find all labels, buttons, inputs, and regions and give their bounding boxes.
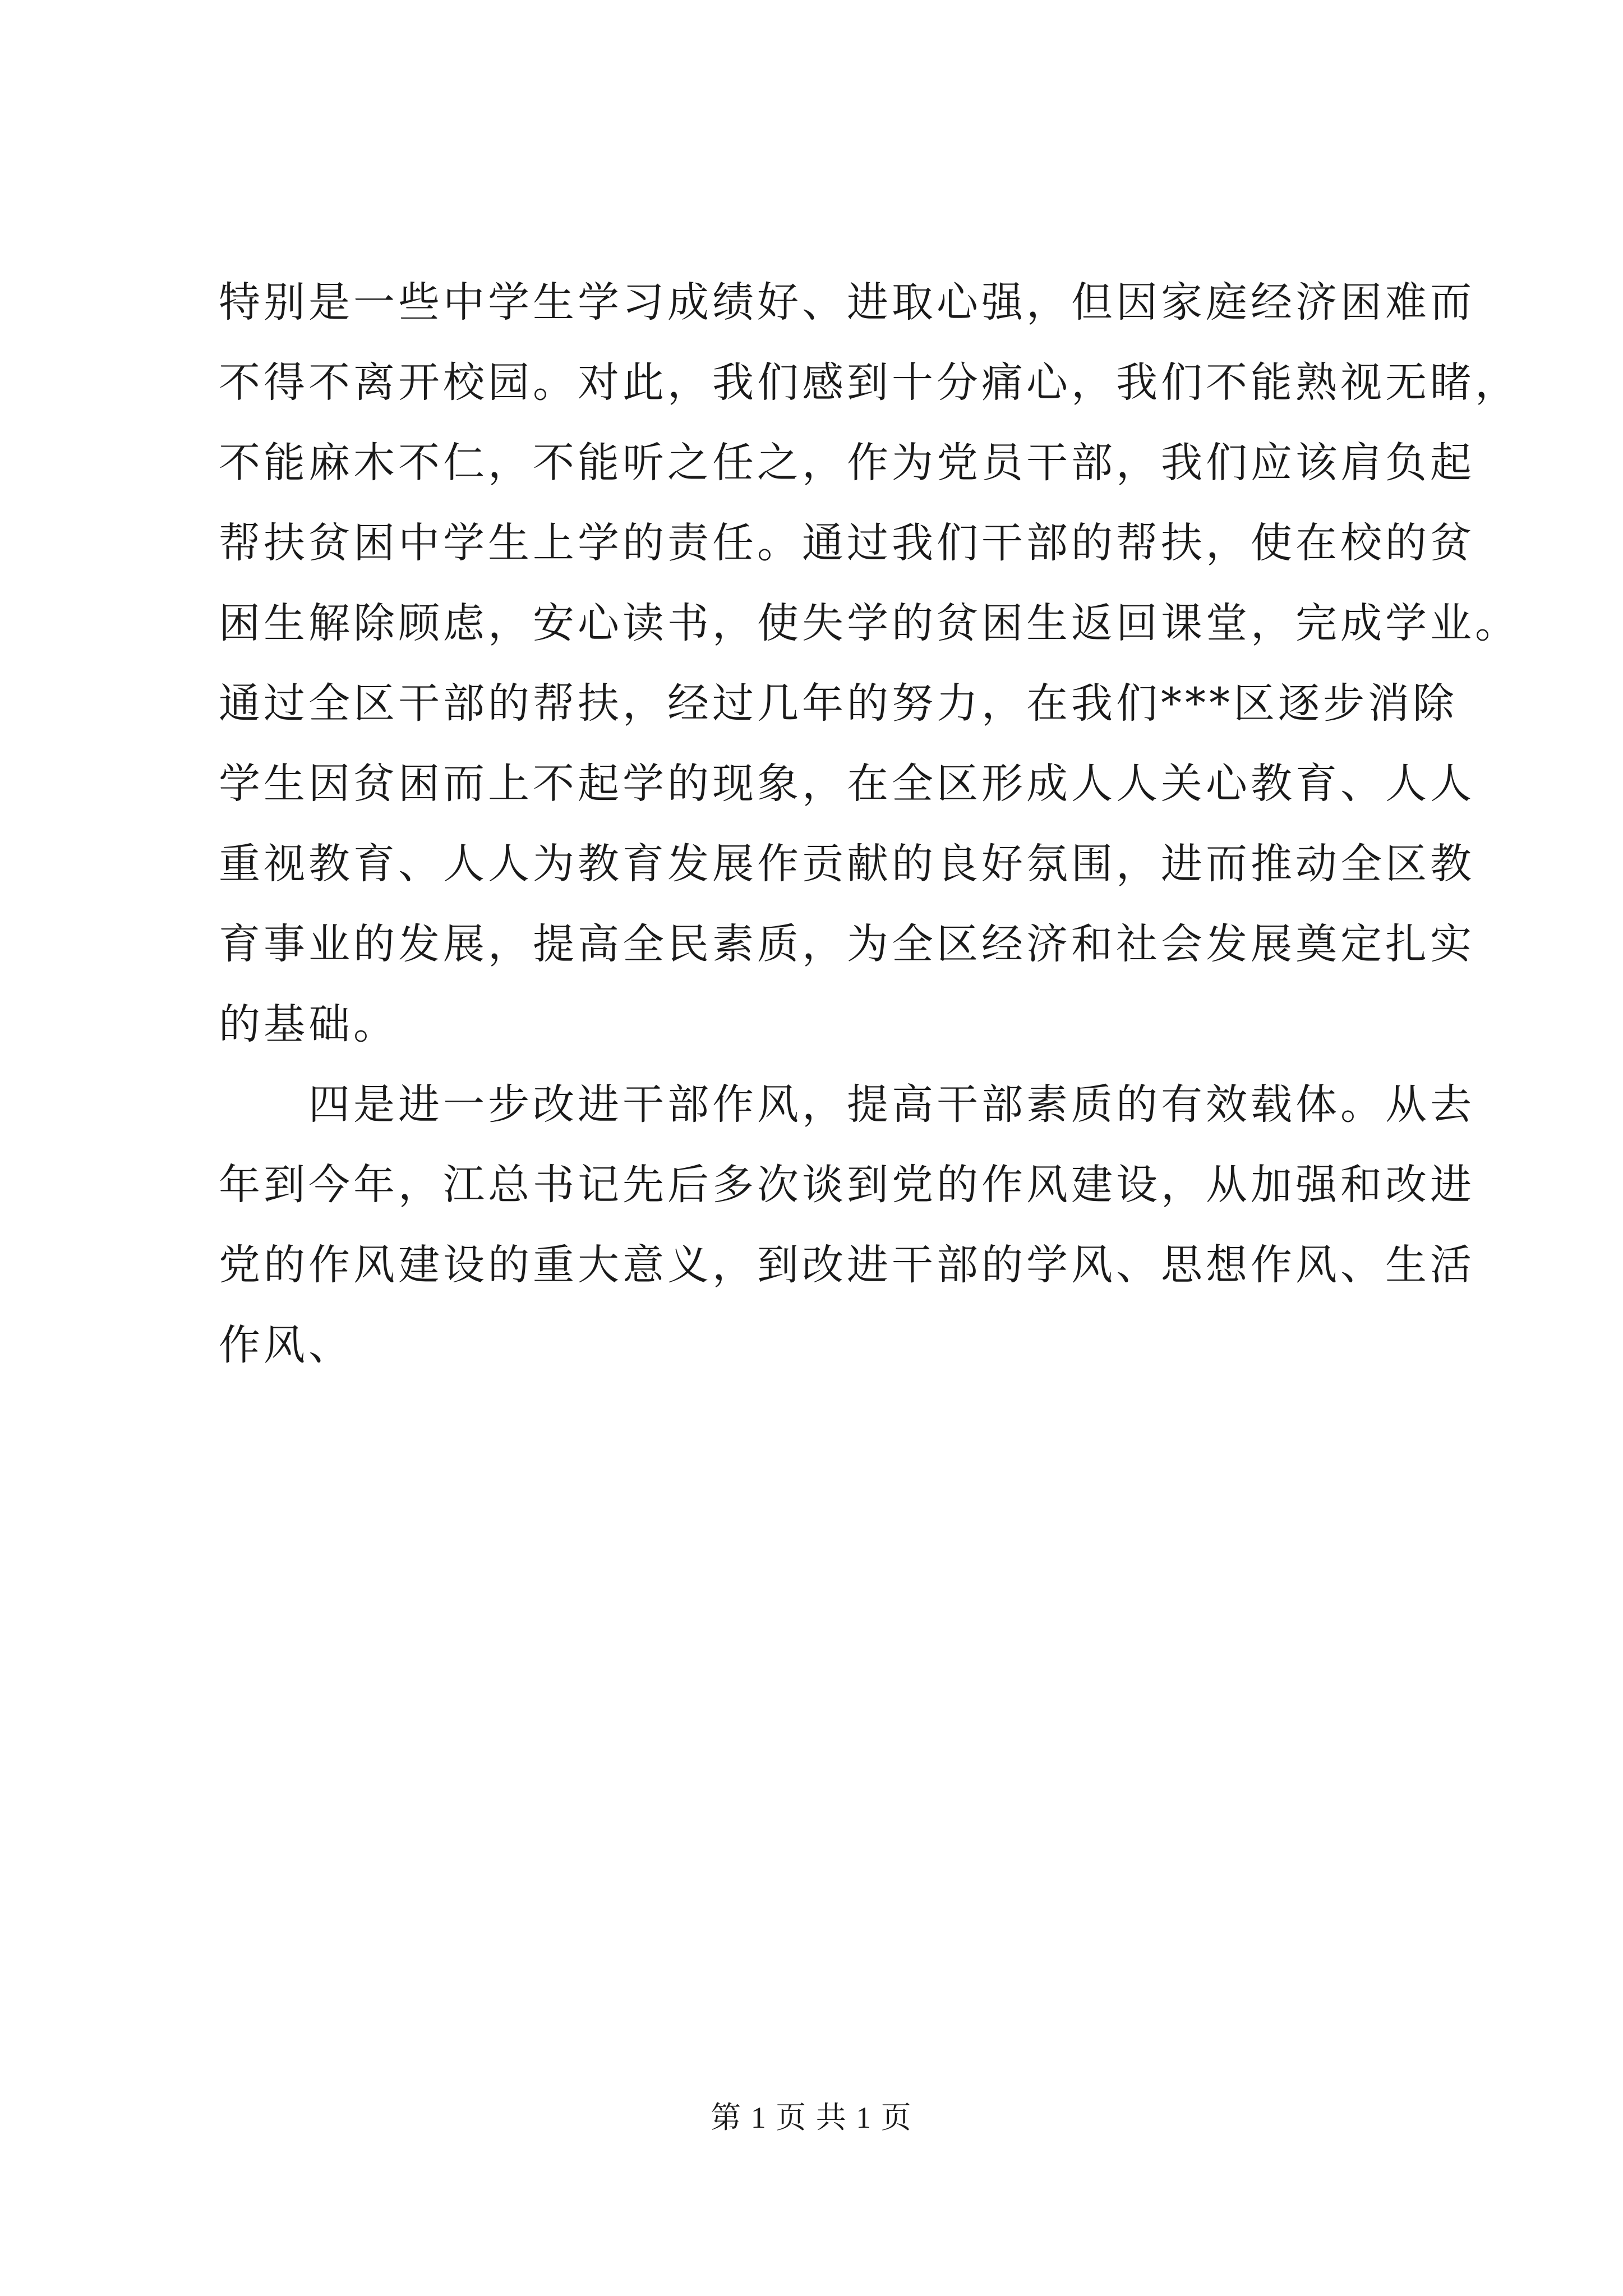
text-line: 不得不离开校园。对此，我们感到十分痛心，我们不能熟视无睹，	[219, 358, 1520, 407]
text-line: 年到今年，江总书记先后多次谈到党的作风建设，从加强和改进	[219, 1161, 1475, 1209]
text-line: 困生解除顾虑，安心读书，使失学的贫困生返回课堂，完成学业。	[219, 599, 1520, 647]
text-line: 学生因贫困而上不起学的现象，在全区形成人人关心教育、人人	[219, 760, 1475, 808]
text-line: 育事业的发展，提高全民素质，为全区经济和社会发展奠定扎实	[219, 920, 1475, 968]
document-body	[219, 263, 1520, 1386]
text-line: 不能麻木不仁，不能听之任之，作为党员干部，我们应该肩负起	[219, 439, 1475, 487]
paragraph-1	[219, 263, 1520, 1065]
text-line: 通过全区干部的帮扶，经过几年的努力，在我们***区逐步消除	[219, 679, 1458, 728]
page-number-footer: 第 1 页 共 1 页	[711, 2101, 912, 2134]
text-line: 重视教育、人人为教育发展作贡献的良好氛围，进而推动全区教	[219, 840, 1475, 888]
paragraph-2	[219, 1065, 1475, 1386]
text-line: 四是进一步改进干部作风，提高干部素质的有效载体。从去	[308, 1080, 1475, 1129]
text-line: 作风、	[219, 1321, 353, 1369]
text-line: 帮扶贫困中学生上学的责任。通过我们干部的帮扶，使在校的贫	[219, 519, 1475, 567]
text-line: 的基础。	[219, 1000, 398, 1048]
text-line: 特别是一些中学生学习成绩好、进取心强，但因家庭经济困难而	[219, 278, 1475, 326]
text-line: 党的作风建设的重大意义，到改进干部的学风、思想作风、生活	[219, 1241, 1475, 1289]
